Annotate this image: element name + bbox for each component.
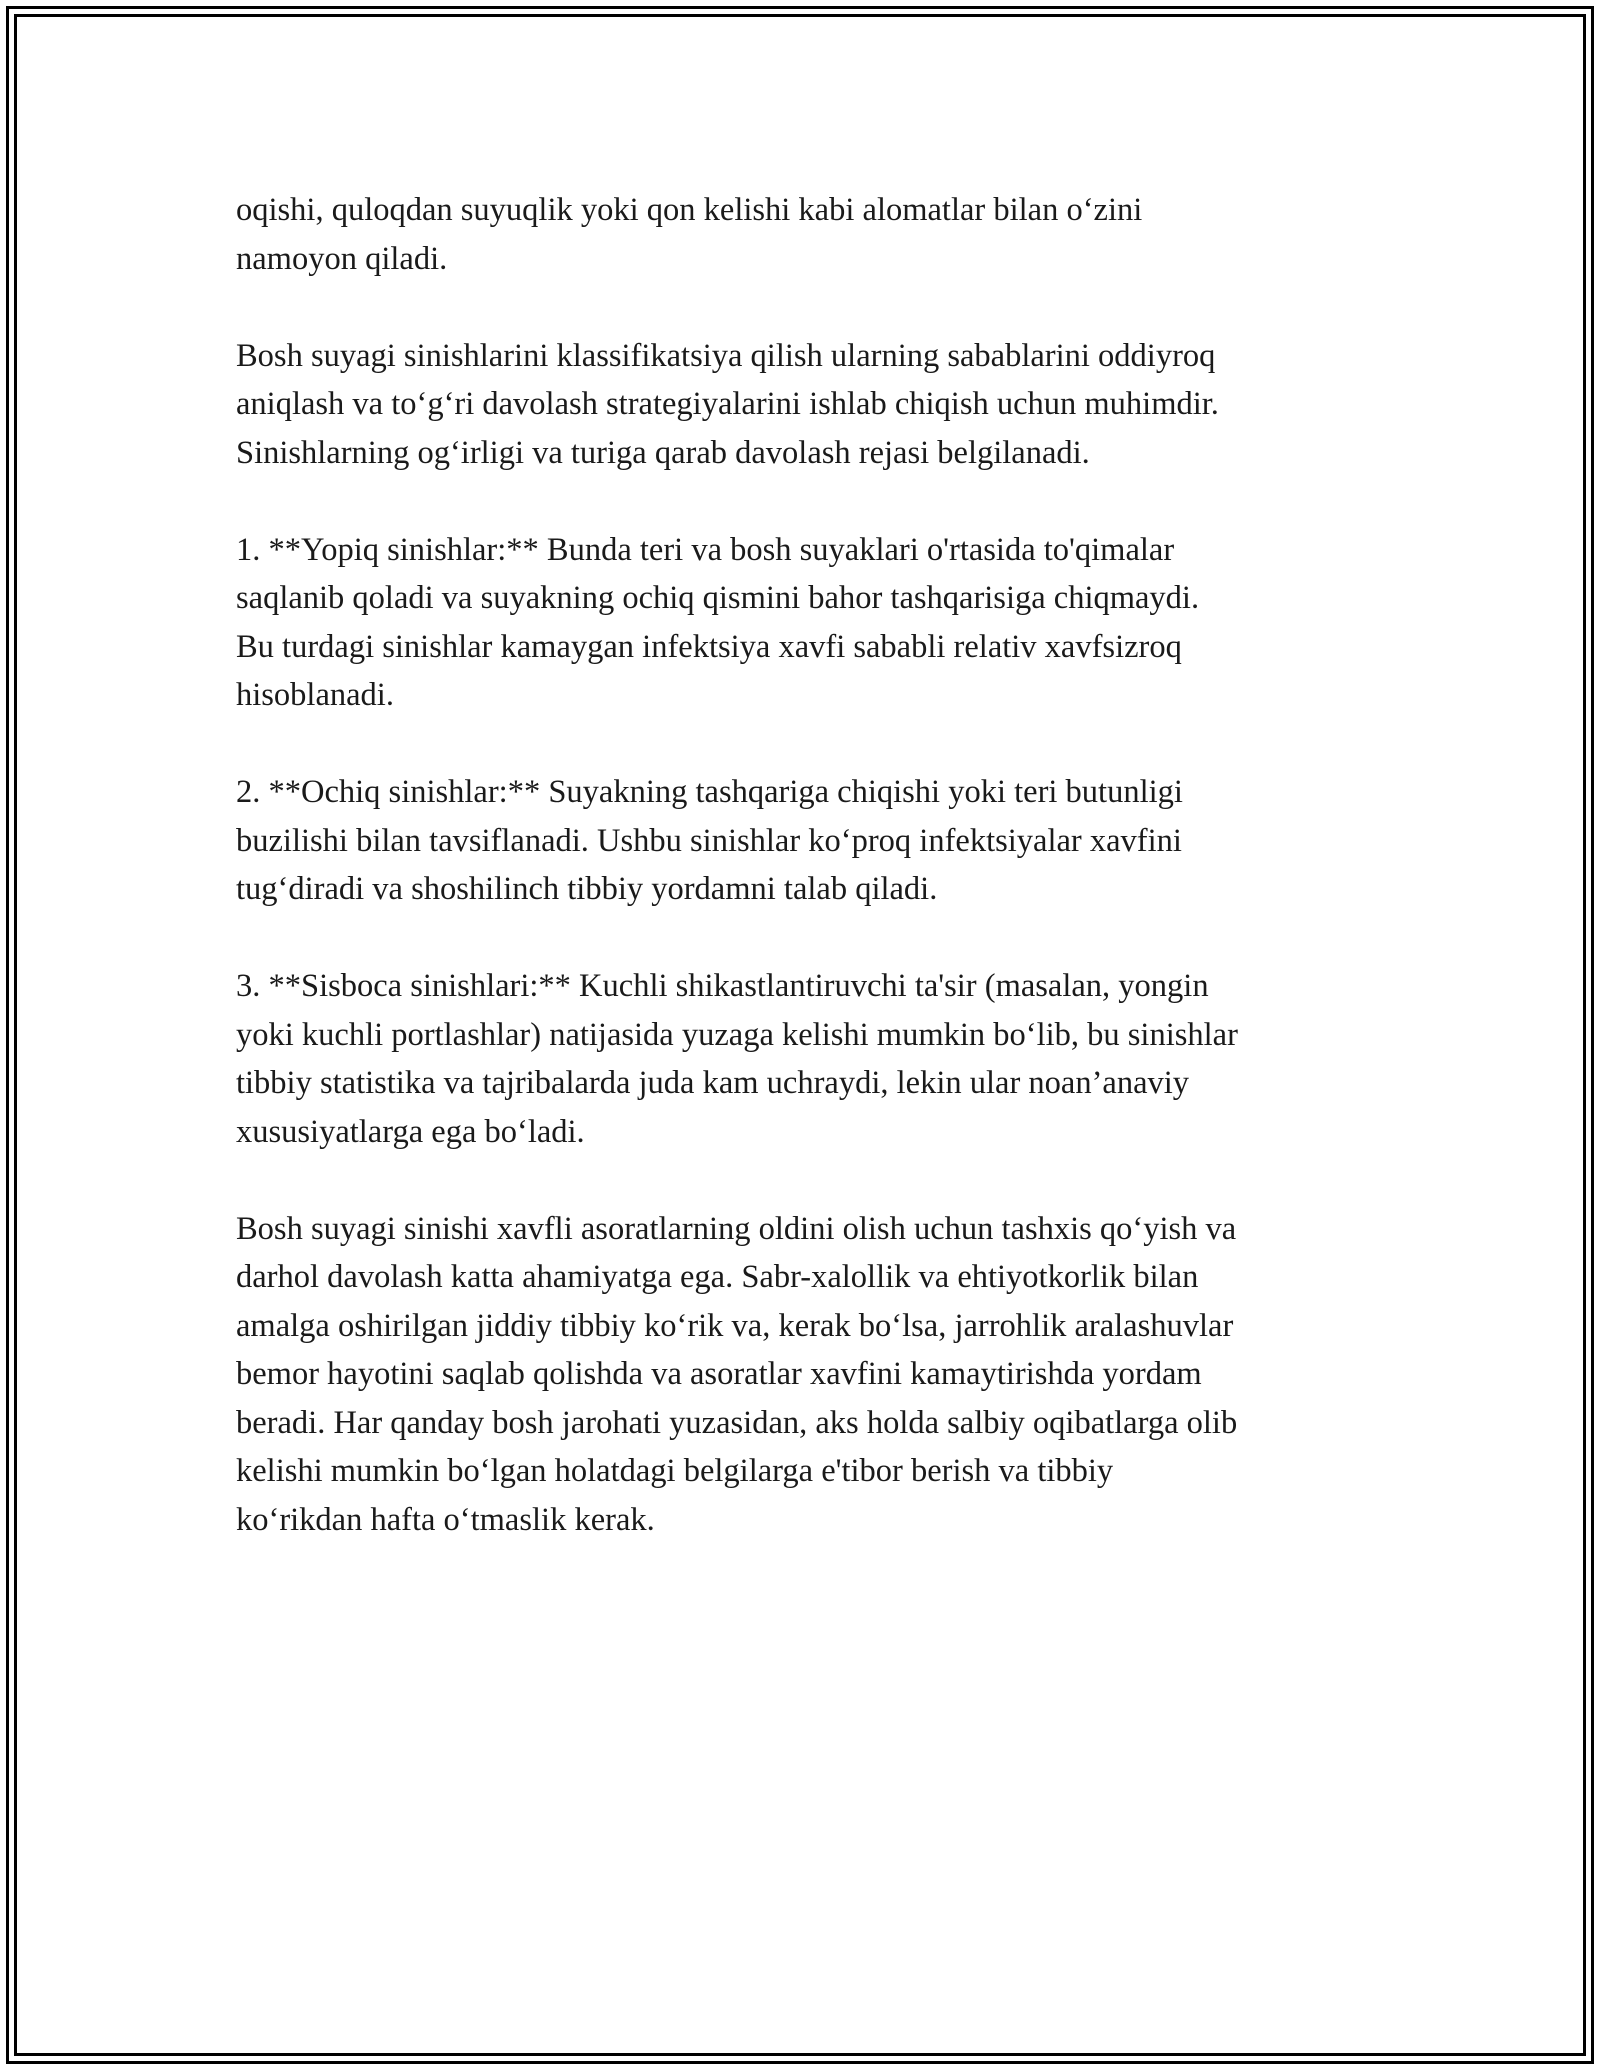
text-line: hisoblanadi. <box>236 677 394 713</box>
text-line: saqlanib qoladi va suyakning ochiq qismini bahor tashqarisiga chiqmaydi. <box>236 580 1200 616</box>
text-line: aniqlash va to‘g‘ri davolash strategiyalarini ishlab chiqish uchun muhimdir. <box>236 386 1219 422</box>
list-item-closed-fractures <box>236 526 1396 720</box>
text-line: amalga oshirilgan jiddiy tibbiy ko‘rik va, kerak bo‘lsa, jarrohlik aralashuvlar <box>236 1307 1234 1344</box>
document-body <box>236 186 1396 1593</box>
text-line: ko‘rikdan hafta o‘tmaslik kerak. <box>236 1501 655 1538</box>
text-line: 1. **Yopiq sinishlar:** Bunda teri va bosh suyaklari o'rtasida to'qimalar <box>236 531 1175 568</box>
text-line: 3. **Sisboca sinishlari:** Kuchli shikastlantiruvchi ta'sir (masalan, yongin <box>236 968 1209 1004</box>
text-line: xususiyatlarga ega bo‘ladi. <box>236 1113 585 1150</box>
text-line: Bosh suyagi sinishi xavfli asoratlarning oldini olish uchun tashxis qo‘yish va <box>236 1210 1237 1247</box>
text-line: bemor hayotini saqlab qolishda va asoratlar xavfini kamaytirishda yordam <box>236 1356 1202 1392</box>
text-line: 2. **Ochiq sinishlar:** Suyakning tashqariga chiqishi yoki teri butunligi <box>236 774 1183 810</box>
list-item-sisboca-fractures <box>236 962 1396 1156</box>
list-item-open-fractures <box>236 768 1396 914</box>
paragraph-1 <box>236 186 1396 283</box>
text-line: Bu turdagi sinishlar kamaygan infektsiya xavfi sababli relativ xavfsizroq <box>236 628 1182 665</box>
text-line: Bosh suyagi sinishlarini klassifikatsiya qilish ularning sabablarini oddiyroq <box>236 337 1216 374</box>
text-line: darhol davolash katta ahamiyatga ega. Sabr-xalollik va ehtiyotkorlik bilan <box>236 1259 1199 1295</box>
text-line: tug‘diradi va shoshilinch tibbiy yordamni talab qiladi. <box>236 871 938 907</box>
text-line: Sinishlarning og‘irligi va turiga qarab davolash rejasi belgilanadi. <box>236 434 1090 471</box>
text-line: tibbiy statistika va tajribalarda juda kam uchraydi, lekin ular noan’anaviy <box>236 1065 1190 1101</box>
text-line: namoyon qiladi. <box>236 240 448 277</box>
text-line: oqishi, quloqdan suyuqlik yoki qon kelishi kabi alomatlar bilan o‘zini <box>236 192 1143 228</box>
paragraph-2 <box>236 332 1396 478</box>
text-line: yoki kuchli portlashlar) natijasida yuzaga kelishi mumkin bo‘lib, bu sinishlar <box>236 1016 1238 1053</box>
text-line: beradi. Har qanday bosh jarohati yuzasidan, aks holda salbiy oqibatlarga olib <box>236 1404 1238 1441</box>
paragraph-conclusion <box>236 1205 1396 1545</box>
text-line: buzilishi bilan tavsiflanadi. Ushbu sinishlar ko‘proq infektsiyalar xavfini <box>236 822 1182 859</box>
text-line: kelishi mumkin bo‘lgan holatdagi belgilarga e'tibor berish va tibbiy <box>236 1453 1114 1489</box>
